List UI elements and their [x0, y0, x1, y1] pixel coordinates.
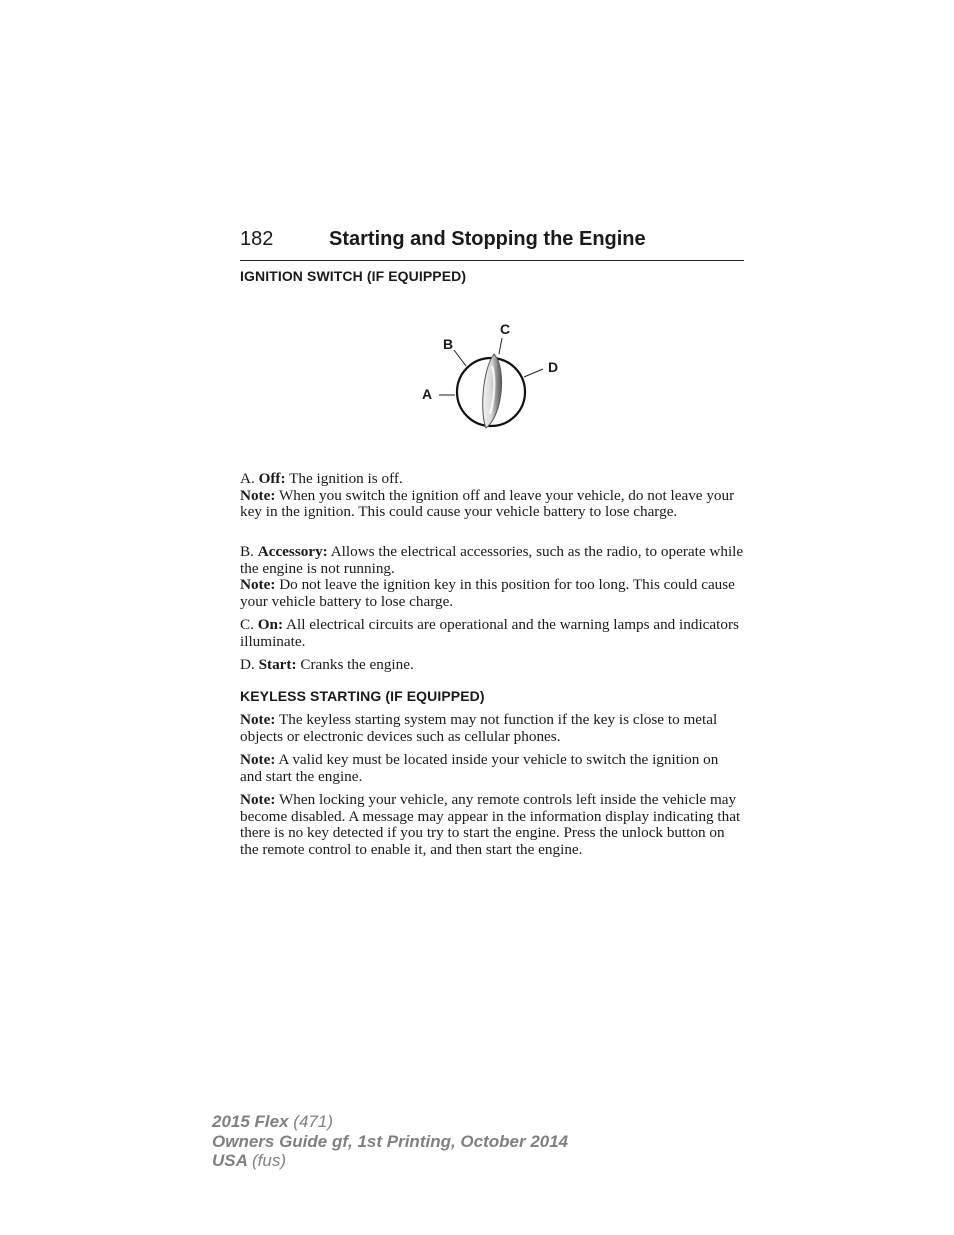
note-text: A valid key must be located inside your vehicle to switch the ignition on and start the engine.	[240, 751, 719, 785]
position-desc: Cranks the engine.	[300, 656, 414, 673]
ignition-cylinder-illustration	[410, 314, 570, 434]
footer-market: USA	[212, 1151, 248, 1170]
ignition-switch-heading: IGNITION SWITCH (IF EQUIPPED)	[240, 268, 467, 284]
keyless-note	[240, 712, 744, 745]
keyless-note	[240, 752, 744, 785]
position-name: On:	[257, 616, 284, 633]
position-d-description	[240, 657, 744, 674]
footer-guide: Owners Guide gf, 1st Printing, October 2014	[212, 1131, 569, 1151]
note-label: Note:	[240, 486, 276, 504]
keyless-note	[240, 792, 744, 858]
position-letter: C.	[240, 616, 254, 633]
note-text: When locking your vehicle, any remote controls left inside the vehicle may become disabled. A message may appear in the information display indicating that there is no key detected if you try to start the engine. Press the unlock button on the remote control to enable it, and then start the engine.	[240, 791, 741, 858]
ignition-switch-diagram	[410, 314, 570, 439]
position-letter: A.	[240, 470, 255, 487]
position-name: Start:	[258, 656, 297, 673]
position-c-description	[240, 617, 744, 650]
footer-market-code: (fus)	[252, 1151, 286, 1170]
position-name: Accessory:	[257, 543, 328, 560]
position-desc: The ignition is off.	[289, 470, 403, 487]
footer-model-code: (471)	[293, 1112, 333, 1131]
position-a-description	[240, 471, 744, 521]
position-desc: Allows the electrical accessories, such as the radio, to operate while the engine is not running.	[240, 543, 744, 577]
note-label: Note:	[240, 711, 276, 728]
label-b: B	[443, 336, 454, 352]
note-label: Note:	[240, 791, 276, 808]
keyless-starting-heading: KEYLESS STARTING (IF EQUIPPED)	[240, 688, 485, 704]
note-text: When you switch the ignition off and leave your vehicle, do not leave your key in the ignition. This could cause your vehicle battery to lose charge.	[240, 486, 735, 520]
leader-line-b	[454, 350, 466, 366]
label-d: D	[548, 359, 559, 375]
label-c: C	[500, 321, 511, 337]
note-label: Note:	[240, 751, 276, 768]
footer-model: 2015 Flex	[212, 1112, 289, 1131]
position-letter: D.	[240, 656, 255, 673]
page-footer	[212, 1112, 568, 1171]
leader-line-c	[499, 338, 502, 354]
note-text: The keyless starting system may not function if the key is close to metal objects or electronic devices such as cellular phones.	[240, 711, 718, 745]
page-number: 182	[240, 228, 274, 250]
note-label: Note:	[240, 576, 276, 593]
page-header	[240, 228, 744, 261]
position-name: Off:	[258, 470, 286, 487]
position-letter: B.	[240, 543, 254, 560]
note-text: Do not leave the ignition key in this position for too long. This could cause your vehicle battery to lose charge.	[240, 576, 735, 610]
leader-line-d	[524, 369, 543, 377]
position-desc: All electrical circuits are operational and the warning lamps and indicators illuminate.	[240, 616, 739, 650]
chapter-title: Starting and Stopping the Engine	[329, 228, 646, 250]
position-b-description	[240, 544, 744, 610]
label-a: A	[422, 386, 433, 402]
